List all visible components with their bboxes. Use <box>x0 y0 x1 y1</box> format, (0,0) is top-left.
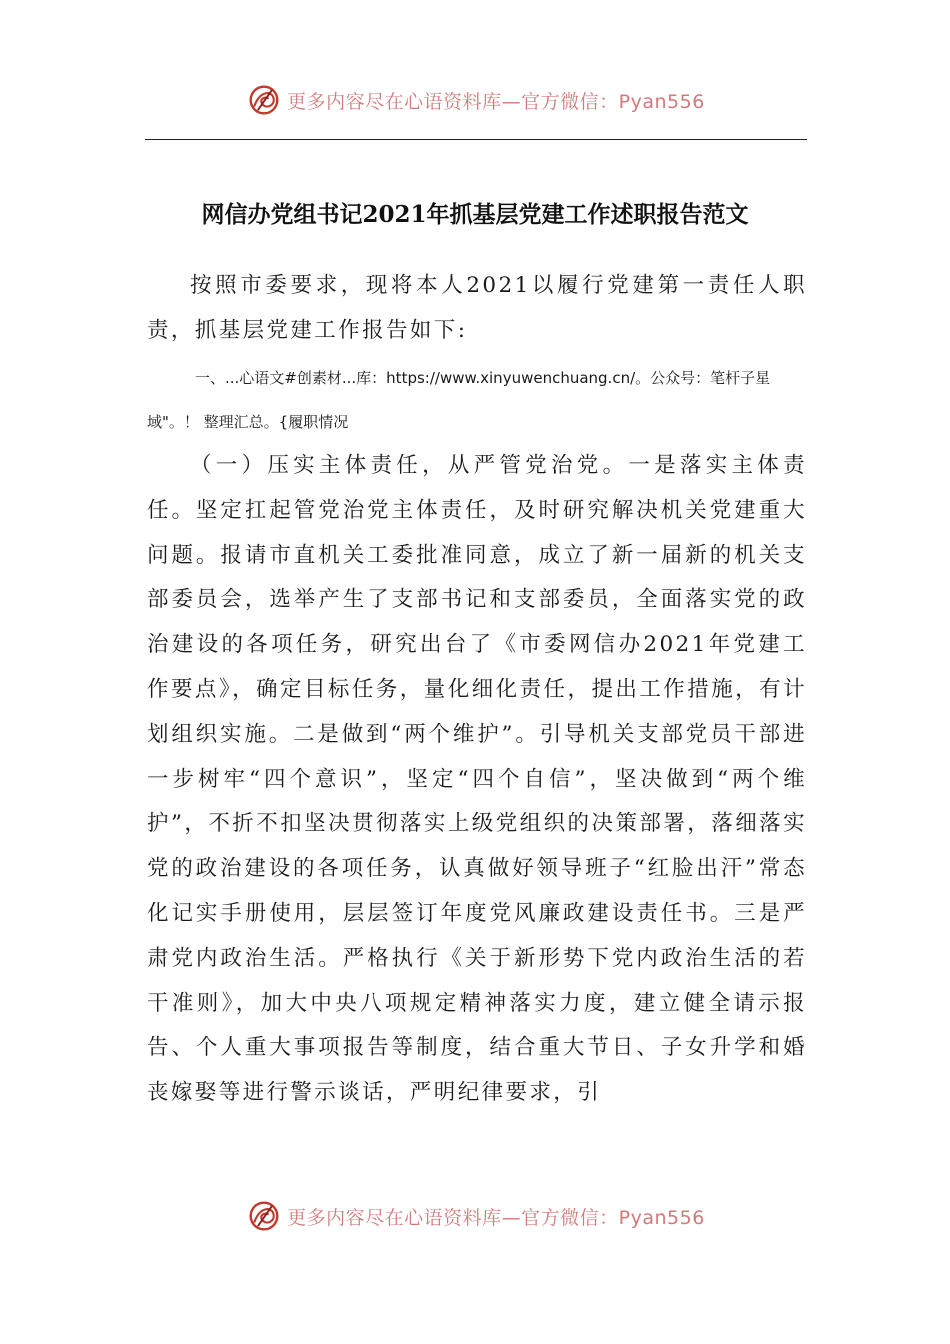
paragraph-body: （一）压实主体责任，从严管党治党。一是落实主体责任。坚定扛起管党治党主体责任，及时研究解决机关党建重大问题。报请市直机关工委批准同意，成立了新一届新的机关支部委员会，选举产生了支部书记和支部委员，全面落实党的政治建设的各项任务，研究出台了《市委网信办2021年党建工作要点》，确定目标任务，量化细化责任，提出工作措施，有计划组织实施。二是做到“两个维护”。引导机关支部党员干部进一步树牢“四个意识”，坚定“四个自信”，坚决做到“两个维护”，不折不扣坚决贯彻落实上级党组织的决策部署，落细落实党的政治建设的各项任务，认真做好领导班子“红脸出汗”常态化记实手册使用，层层签订年度党风廉政建设责任书。三是严肃党内政治生活。严格执行《关于新形势下党内政治生活的若干准则》，加大中央八项规定精神落实力度，建立健全请示报告、个人重大事项报告等制度，结合重大节日、子女升学和婚丧嫁娶等进行警示谈话，严明纪律要求，引 <box>147 453 807 1106</box>
footer-banner <box>0 1196 950 1236</box>
header-banner <box>0 80 950 120</box>
swirl-logo-icon <box>245 1197 283 1235</box>
header-banner-text: 更多内容尽在心语资料库—官方微信：Pyan556 <box>287 90 705 113</box>
paragraph-section-heading: 一、...心语文#创素材...库：https://www.xinyuwenchuang.cn/。公众号：笔杆子星域"。！ 整理汇总。{履职情况 <box>147 369 771 431</box>
paragraph-intro: 按照市委要求，现将本人2021以履行党建第一责任人职责，抓基层党建工作报告如下: <box>147 273 807 343</box>
footer-banner-text: 更多内容尽在心语资料库—官方微信：Pyan556 <box>287 1206 705 1229</box>
header-divider <box>145 139 807 140</box>
document-title: 网信办党组书记2021年抓基层党建工作述职报告范文 <box>201 201 749 228</box>
swirl-logo-icon <box>245 81 283 119</box>
